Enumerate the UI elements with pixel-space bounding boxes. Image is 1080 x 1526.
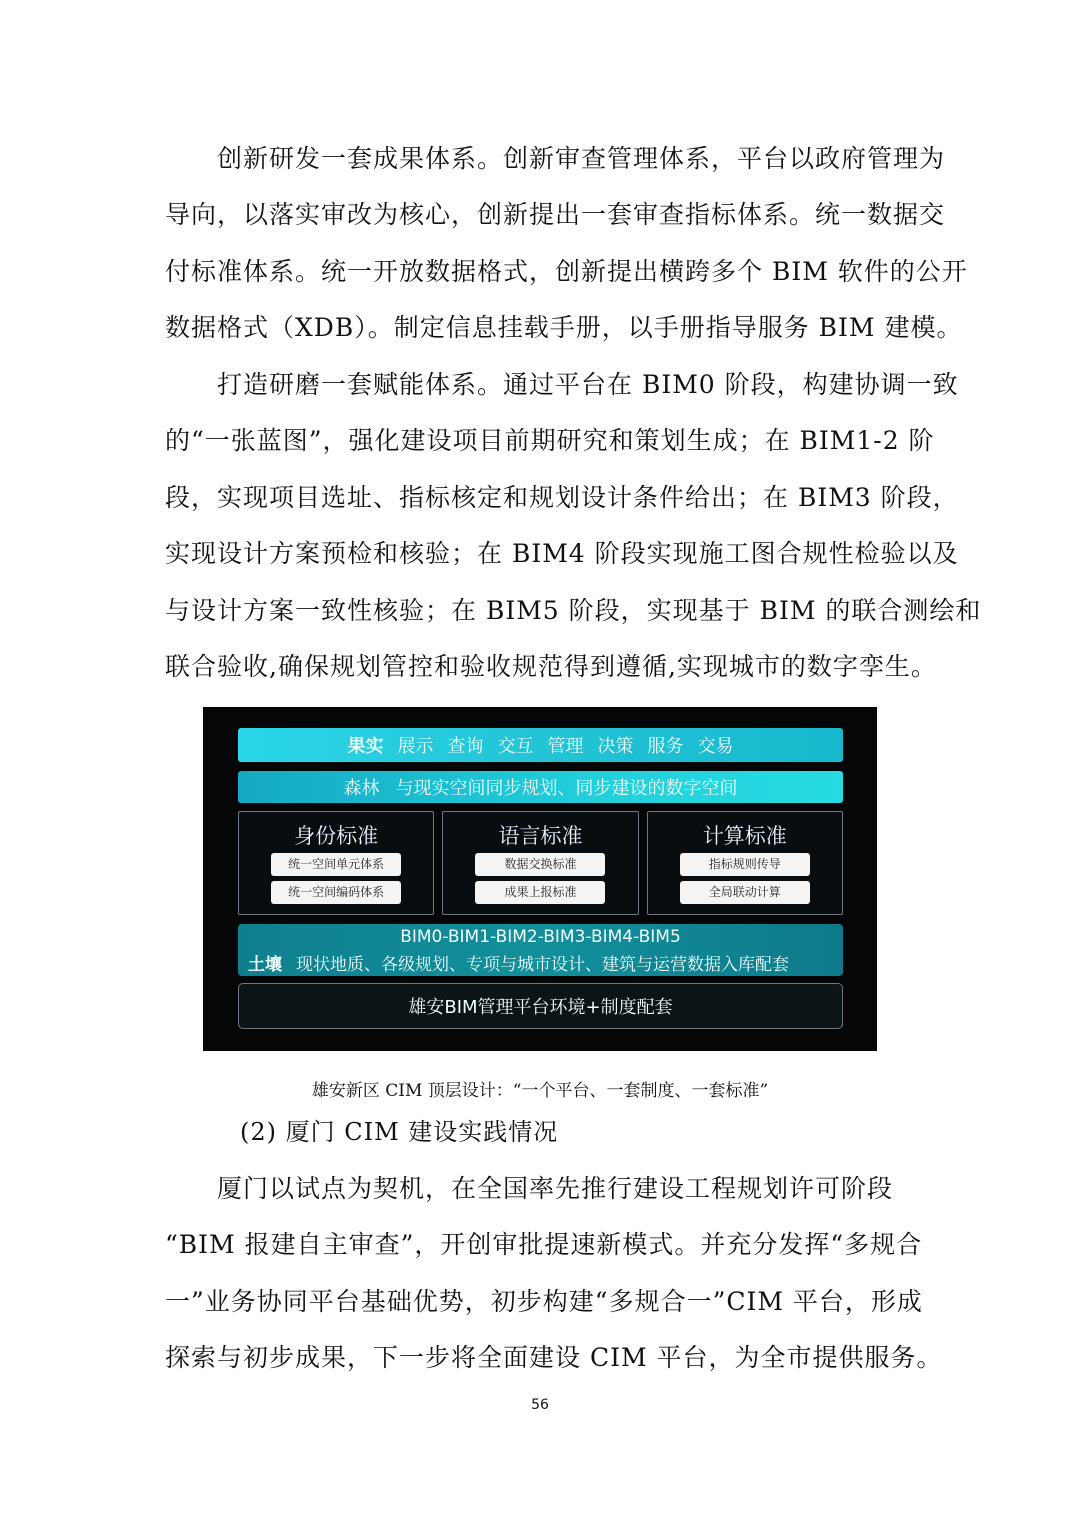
text-line: 数据格式（XDB）。制定信息挂载手册，以手册指导服务 BIM 建模。 <box>165 313 963 343</box>
fruit-label: 果实 <box>347 736 384 757</box>
standard-chip: 成果上报标准 <box>475 881 605 904</box>
text-line: 一”业务协同平台基础优势，初步构建“多规合一”CIM 平台，形成 <box>165 1286 923 1316</box>
forest-bar <box>238 771 843 803</box>
standard-chip: 统一空间编码体系 <box>271 881 401 904</box>
soil-bar <box>238 924 843 976</box>
standard-chip: 统一空间单元体系 <box>271 853 401 876</box>
soil-row <box>248 950 843 975</box>
bim-stages: BIM0-BIM1-BIM2-BIM3-BIM4-BIM5 <box>400 927 681 947</box>
paragraph-3 <box>165 1161 943 1387</box>
fruit-item: 服务 <box>647 736 684 757</box>
fruit-bar <box>238 728 843 762</box>
paragraph-1 <box>165 131 968 357</box>
calculation-standard-box <box>647 811 843 915</box>
language-standard-box <box>442 811 638 915</box>
cim-diagram <box>203 707 877 1051</box>
text-line: 的“一张蓝图”，强化建设项目前期研究和策划生成；在 BIM1-2 阶 <box>165 426 935 456</box>
box-title: 身份标准 <box>294 824 379 848</box>
page-number: 56 <box>531 1397 549 1413</box>
text-line: 探索与初步成果，下一步将全面建设 CIM 平台，为全市提供服务。 <box>165 1343 943 1373</box>
text-line: 打造研磨一套赋能体系。通过平台在 BIM0 阶段，构建协调一致 <box>165 370 959 399</box>
text-line: 付标准体系。统一开放数据格式，创新提出横跨多个 BIM 软件的公开 <box>165 256 968 286</box>
text-line: 厦门以试点为契机，在全国率先推行建设工程规划许可阶段 <box>165 1174 894 1203</box>
text-line: 段，实现项目选址、指标核定和规划设计条件给出；在 BIM3 阶段， <box>165 482 959 512</box>
forest-label: 森林 <box>343 778 380 799</box>
soil-text: 现状地质、各级规划、专项与城市设计、建筑与运营数据入库配套 <box>296 955 789 975</box>
standard-chip: 数据交换标准 <box>475 853 605 876</box>
fruit-item: 决策 <box>597 736 634 757</box>
soil-label: 土壤 <box>248 955 282 975</box>
text-line: “BIM 报建自主审查”，开创审批提速新模式。并充分发挥“多规合 <box>165 1230 923 1260</box>
box-title: 计算标准 <box>702 824 787 848</box>
text-line: 与设计方案一致性核验；在 BIM5 阶段，实现基于 BIM 的联合测绘和 <box>165 595 982 625</box>
fruit-item: 交互 <box>497 736 534 757</box>
identity-standard-box <box>238 811 434 915</box>
forest-text: 与现实空间同步规划、同步建设的数字空间 <box>395 778 738 799</box>
box-title: 语言标准 <box>498 824 583 848</box>
text-line: 实现设计方案预检和核验；在 BIM4 阶段实现施工图合规性检验以及 <box>165 539 959 569</box>
fruit-item: 交易 <box>697 736 734 757</box>
text-line: 创新研发一套成果体系。创新审查管理体系，平台以政府管理为 <box>165 144 946 173</box>
section-subheading: (2) 厦门 CIM 建设实践情况 <box>240 1118 559 1146</box>
standards-row <box>238 811 843 915</box>
standard-chip: 指标规则传导 <box>680 853 810 876</box>
fruit-item: 查询 <box>447 736 484 757</box>
text-line: 导向，以落实审改为核心，创新提出一套审查指标体系。统一数据交 <box>165 200 946 230</box>
standard-chip: 全局联动计算 <box>680 881 810 904</box>
fruit-item: 管理 <box>547 736 584 757</box>
paragraph-2 <box>165 357 982 695</box>
text-line: 联合验收,确保规划管控和验收规范得到遵循,实现城市的数字孪生。 <box>165 651 937 681</box>
fruit-item: 展示 <box>397 736 434 757</box>
figure-caption: 雄安新区 CIM 顶层设计：“一个平台、一套制度、一套标准” <box>311 1081 769 1101</box>
base-bar: 雄安BIM管理平台环境+制度配套 <box>238 983 843 1029</box>
